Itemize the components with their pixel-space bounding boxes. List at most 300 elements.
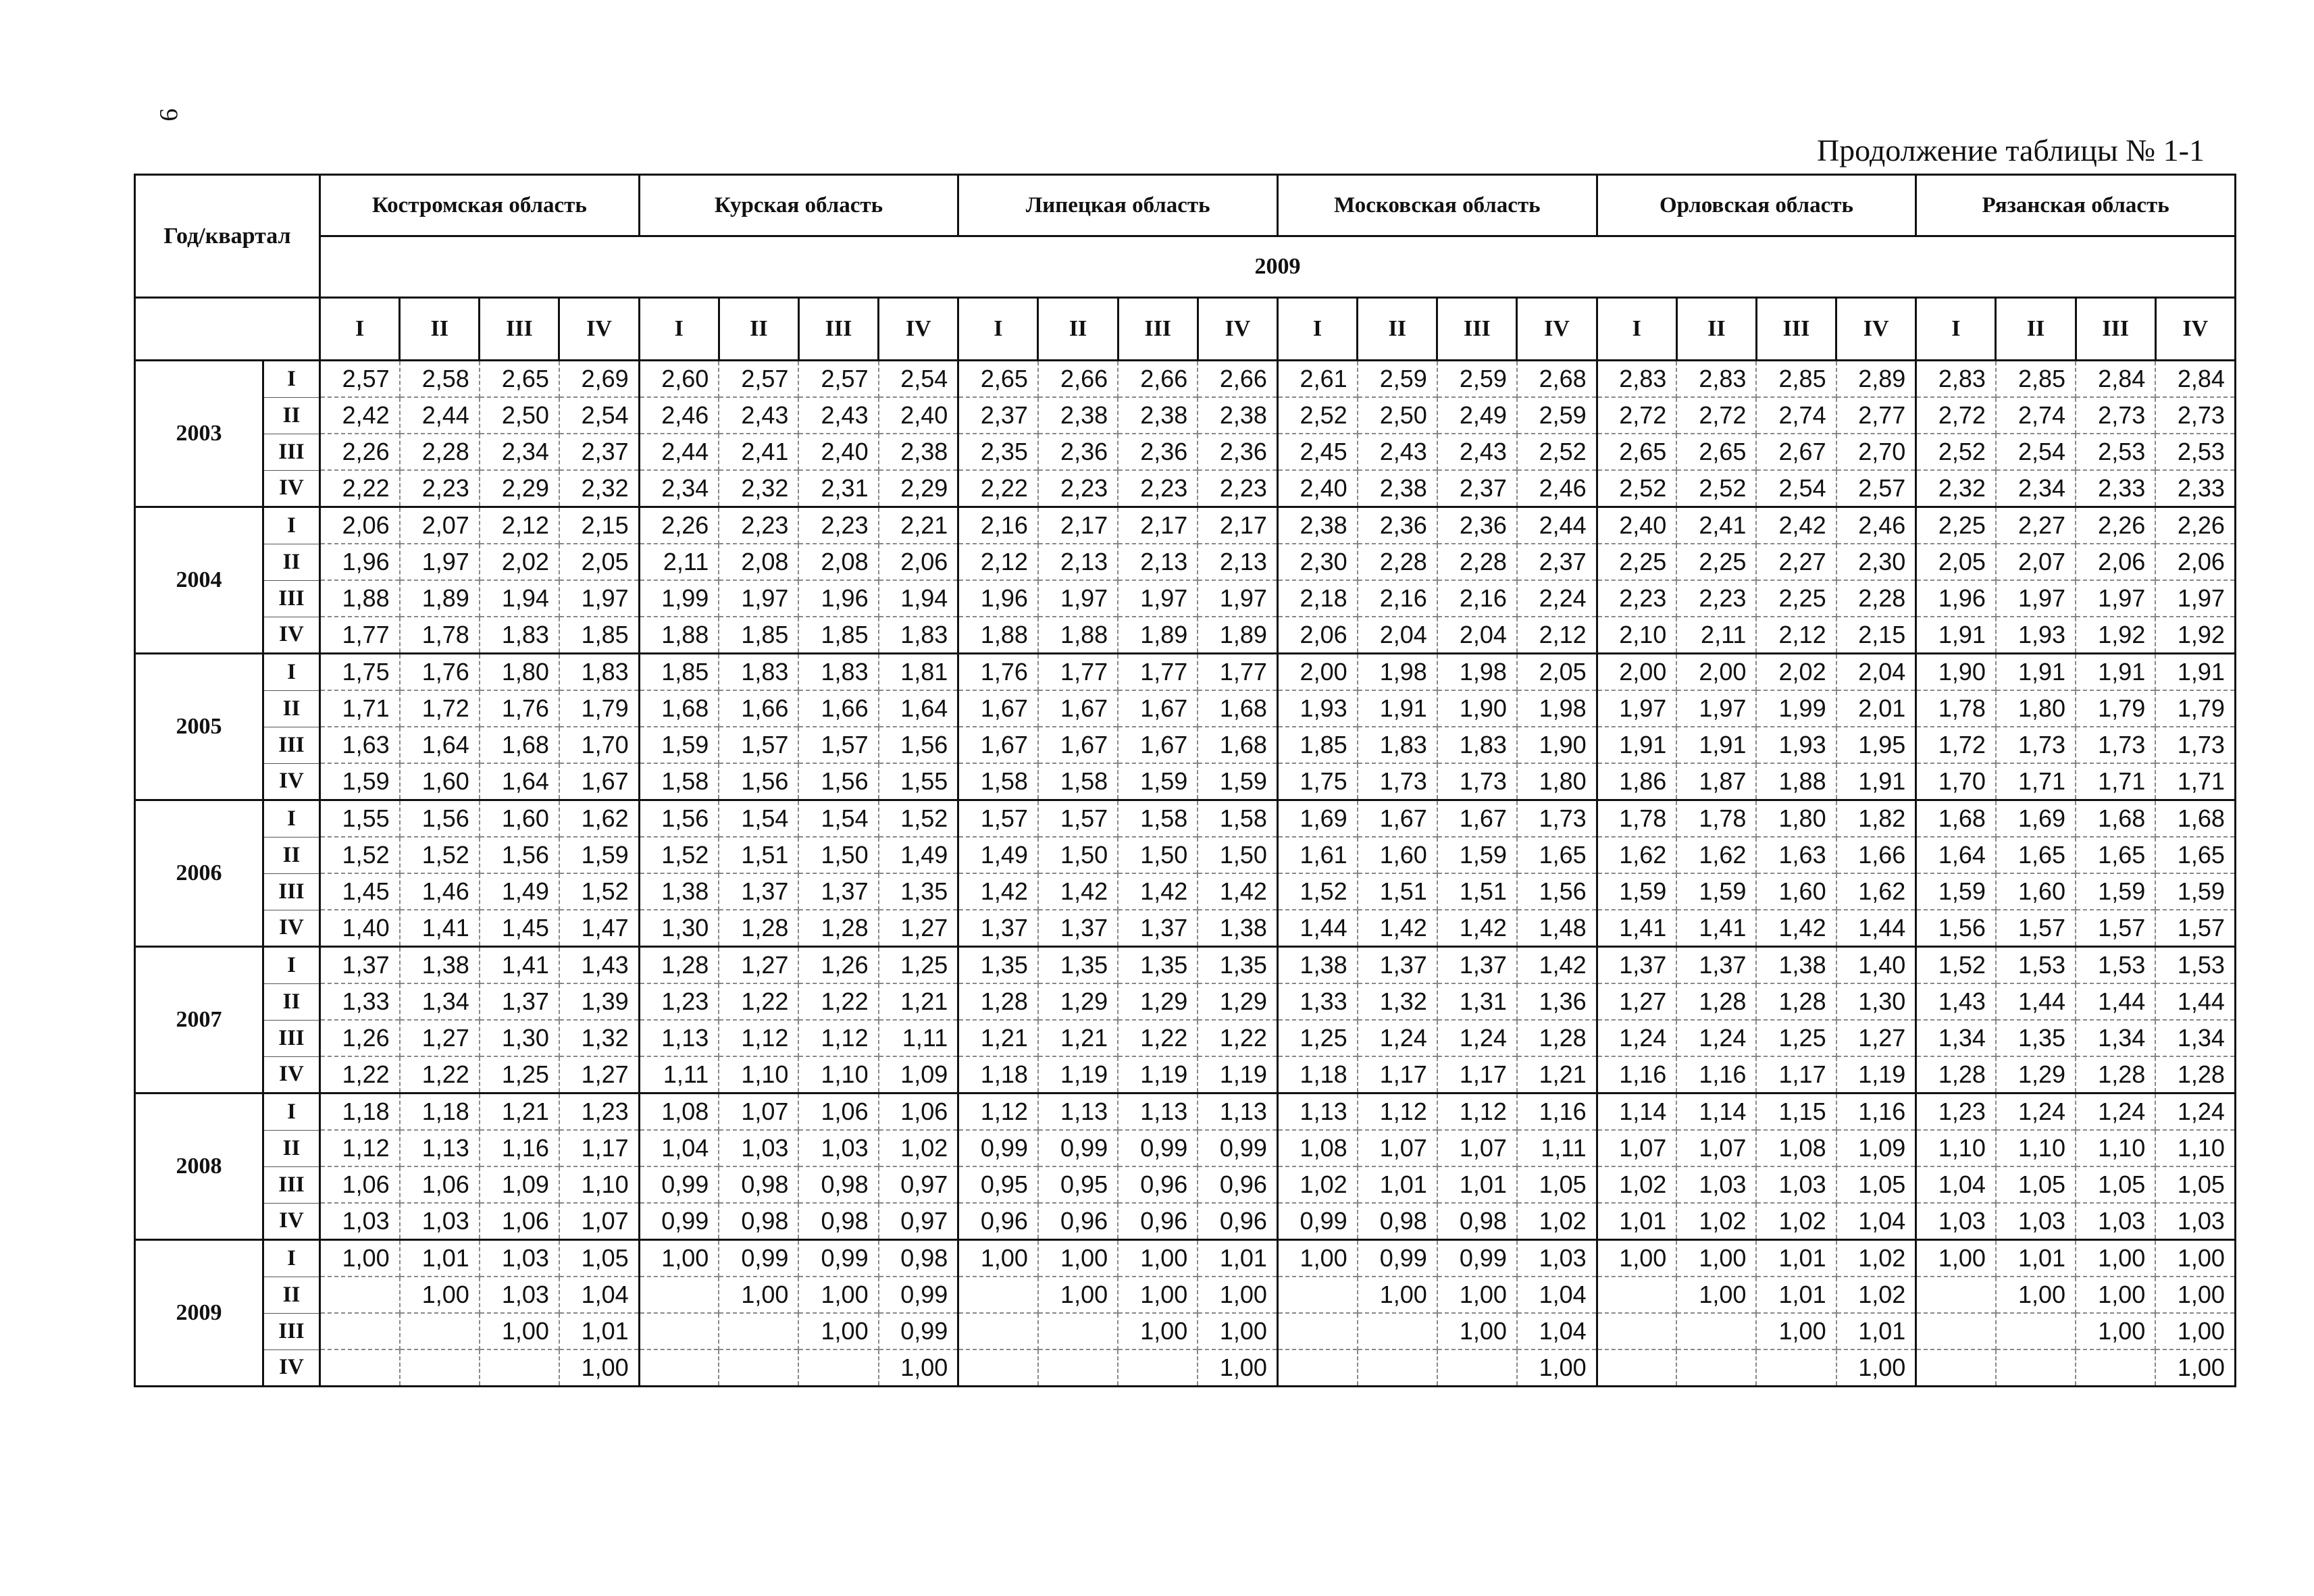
index-value-cell: 1,27: [400, 1020, 480, 1056]
index-value-cell: 2,40: [1277, 470, 1357, 507]
index-value-cell: 1,23: [1916, 1093, 1996, 1131]
index-value-cell: 1,88: [1756, 763, 1836, 800]
index-value-cell: [1756, 1349, 1836, 1387]
index-value-cell: 1,65: [2076, 837, 2155, 873]
index-value-cell: 0,96: [1198, 1203, 1277, 1240]
index-value-cell: 2,13: [1118, 544, 1198, 580]
index-value-cell: 1,69: [1277, 800, 1357, 838]
index-value-cell: 1,03: [798, 1130, 878, 1166]
index-value-cell: 1,03: [719, 1130, 798, 1166]
index-value-cell: 1,38: [639, 873, 719, 910]
index-value-cell: [320, 1349, 400, 1387]
index-value-cell: 1,88: [639, 617, 719, 654]
index-value-cell: 1,83: [1437, 727, 1517, 763]
index-value-cell: 1,42: [958, 873, 1038, 910]
index-value-cell: 2,06: [320, 507, 400, 544]
index-value-cell: 1,80: [1756, 800, 1836, 838]
index-value-cell: 1,59: [1437, 837, 1517, 873]
index-value-cell: [958, 1313, 1038, 1349]
index-value-cell: 1,37: [1118, 910, 1198, 947]
index-value-cell: 2,16: [1437, 580, 1517, 617]
index-value-cell: 2,77: [1836, 397, 1916, 434]
index-value-cell: 0,99: [1437, 1240, 1517, 1277]
index-value-cell: 1,28: [798, 910, 878, 947]
index-value-cell: 2,52: [1277, 397, 1357, 434]
index-value-cell: 1,56: [1517, 873, 1597, 910]
index-value-cell: 1,00: [798, 1277, 878, 1313]
index-value-cell: 1,00: [1437, 1277, 1517, 1313]
index-value-cell: 1,28: [2155, 1056, 2235, 1093]
index-value-cell: 1,34: [400, 983, 480, 1020]
index-value-cell: 2,66: [1198, 361, 1277, 398]
index-value-cell: 1,66: [1836, 837, 1916, 873]
index-value-cell: 2,37: [559, 434, 639, 470]
index-value-cell: 1,21: [1038, 1020, 1118, 1056]
index-value-cell: 1,77: [1038, 654, 1118, 691]
index-value-cell: 1,80: [480, 654, 559, 691]
index-value-cell: 1,29: [1118, 983, 1198, 1020]
index-value-cell: 1,41: [480, 947, 559, 984]
year-label: 2006: [135, 800, 263, 947]
index-value-cell: [1597, 1313, 1676, 1349]
index-value-cell: 1,01: [1597, 1203, 1676, 1240]
index-value-cell: 2,50: [480, 397, 559, 434]
index-value-cell: [719, 1349, 798, 1387]
index-value-cell: 1,41: [1597, 910, 1676, 947]
index-value-cell: 1,52: [639, 837, 719, 873]
index-value-cell: 1,97: [559, 580, 639, 617]
index-value-cell: 0,97: [879, 1166, 958, 1203]
quarter-row-label: II: [263, 1277, 320, 1313]
index-value-cell: 1,21: [480, 1093, 559, 1131]
index-value-cell: 2,15: [1836, 617, 1916, 654]
index-value-cell: 1,05: [1996, 1166, 2076, 1203]
index-value-cell: 1,80: [1996, 690, 2076, 727]
index-value-cell: 1,00: [2155, 1313, 2235, 1349]
index-value-cell: 0,97: [879, 1203, 958, 1240]
index-value-cell: 1,27: [1836, 1020, 1916, 1056]
index-value-cell: 1,26: [320, 1020, 400, 1056]
index-value-cell: 1,67: [958, 690, 1038, 727]
index-value-cell: 1,08: [1756, 1130, 1836, 1166]
index-value-cell: 1,10: [719, 1056, 798, 1093]
index-value-cell: 1,79: [2155, 690, 2235, 727]
index-value-cell: 2,24: [1517, 580, 1597, 617]
index-value-cell: 2,83: [1597, 361, 1676, 398]
index-value-cell: 1,56: [879, 727, 958, 763]
index-value-cell: 1,19: [1836, 1056, 1916, 1093]
index-value-cell: 1,58: [1198, 800, 1277, 838]
index-value-cell: 1,59: [2076, 873, 2155, 910]
index-value-cell: 1,00: [2076, 1313, 2155, 1349]
index-value-cell: 1,07: [1676, 1130, 1756, 1166]
index-value-cell: 1,10: [1916, 1130, 1996, 1166]
index-value-cell: 2,42: [320, 397, 400, 434]
index-value-cell: 1,55: [879, 763, 958, 800]
index-value-cell: 2,31: [798, 470, 878, 507]
index-value-cell: 1,63: [1756, 837, 1836, 873]
quarter-row-label: II: [263, 544, 320, 580]
index-value-cell: 1,97: [1118, 580, 1198, 617]
index-value-cell: 2,11: [639, 544, 719, 580]
index-value-cell: 1,96: [320, 544, 400, 580]
index-value-cell: 1,00: [1756, 1313, 1836, 1349]
index-value-cell: 1,65: [2155, 837, 2235, 873]
index-value-cell: 1,01: [1437, 1166, 1517, 1203]
index-value-cell: 2,66: [1038, 361, 1118, 398]
index-value-cell: 1,09: [480, 1166, 559, 1203]
index-value-cell: 1,04: [559, 1277, 639, 1313]
index-value-cell: 1,17: [1756, 1056, 1836, 1093]
index-value-cell: 1,10: [798, 1056, 878, 1093]
index-value-cell: 0,99: [1277, 1203, 1357, 1240]
index-value-cell: 1,67: [1038, 690, 1118, 727]
index-value-cell: 1,38: [400, 947, 480, 984]
index-value-cell: 2,40: [879, 397, 958, 434]
table-row: [135, 727, 2236, 763]
page-number: 9: [154, 108, 183, 122]
region-header: Липецкая область: [958, 175, 1278, 236]
index-value-cell: 2,34: [480, 434, 559, 470]
index-value-cell: 1,44: [2155, 983, 2235, 1020]
index-value-cell: 1,17: [1358, 1056, 1437, 1093]
index-value-cell: 1,78: [1597, 800, 1676, 838]
index-value-cell: 1,25: [480, 1056, 559, 1093]
index-value-cell: 1,57: [1996, 910, 2076, 947]
index-value-cell: [1277, 1349, 1357, 1387]
index-value-cell: 2,22: [958, 470, 1038, 507]
index-value-cell: 2,06: [1277, 617, 1357, 654]
index-value-cell: 1,37: [958, 910, 1038, 947]
index-value-cell: 1,13: [1198, 1093, 1277, 1131]
index-value-cell: 1,27: [879, 910, 958, 947]
index-value-cell: 1,73: [1437, 763, 1517, 800]
table-row: [135, 1056, 2236, 1093]
index-value-cell: 1,58: [1038, 763, 1118, 800]
index-value-cell: 1,35: [1118, 947, 1198, 984]
index-value-cell: [958, 1277, 1038, 1313]
index-value-cell: 1,13: [639, 1020, 719, 1056]
index-value-cell: 1,77: [1118, 654, 1198, 691]
quarter-column-header: I: [320, 298, 400, 361]
index-value-cell: 2,12: [958, 544, 1038, 580]
index-value-cell: 2,04: [1437, 617, 1517, 654]
index-value-cell: 1,35: [958, 947, 1038, 984]
index-value-cell: 2,61: [1277, 361, 1357, 398]
index-value-cell: 1,24: [2155, 1093, 2235, 1131]
index-value-cell: 1,78: [400, 617, 480, 654]
index-value-cell: 1,68: [480, 727, 559, 763]
index-value-cell: 1,03: [480, 1277, 559, 1313]
index-value-cell: 1,68: [1198, 727, 1277, 763]
index-value-cell: 2,15: [559, 507, 639, 544]
index-value-cell: 1,59: [2155, 873, 2235, 910]
index-value-cell: 1,00: [2155, 1240, 2235, 1277]
index-value-cell: 2,46: [1836, 507, 1916, 544]
index-value-cell: 2,70: [1836, 434, 1916, 470]
index-value-cell: 1,67: [559, 763, 639, 800]
index-value-cell: 2,25: [1676, 544, 1756, 580]
quarter-row-label: I: [263, 947, 320, 984]
index-value-cell: 1,22: [320, 1056, 400, 1093]
index-value-cell: 1,85: [719, 617, 798, 654]
index-value-cell: 1,59: [1676, 873, 1756, 910]
index-value-cell: 1,00: [1118, 1240, 1198, 1277]
index-value-cell: [1277, 1277, 1357, 1313]
table-row: [135, 763, 2236, 800]
index-value-cell: 1,47: [559, 910, 639, 947]
index-value-cell: 2,44: [400, 397, 480, 434]
index-value-cell: 1,57: [2076, 910, 2155, 947]
index-value-cell: 1,04: [1517, 1313, 1597, 1349]
index-value-cell: 1,91: [1358, 690, 1437, 727]
index-value-cell: 2,28: [1437, 544, 1517, 580]
index-value-cell: 2,43: [1437, 434, 1517, 470]
index-value-cell: 2,23: [1118, 470, 1198, 507]
quarter-column-header: IV: [1836, 298, 1916, 361]
index-value-cell: 1,67: [1038, 727, 1118, 763]
index-value-cell: 1,07: [1437, 1130, 1517, 1166]
quarter-column-header: III: [480, 298, 559, 361]
index-value-cell: 1,73: [2076, 727, 2155, 763]
index-value-cell: 2,32: [719, 470, 798, 507]
year-label: 2003: [135, 361, 263, 507]
index-value-cell: 1,62: [559, 800, 639, 838]
index-value-cell: 1,85: [559, 617, 639, 654]
index-value-cell: 2,84: [2155, 361, 2235, 398]
index-value-cell: 1,43: [559, 947, 639, 984]
index-value-cell: 0,98: [798, 1166, 878, 1203]
index-value-cell: 1,89: [400, 580, 480, 617]
index-value-cell: 1,06: [480, 1203, 559, 1240]
index-value-cell: 1,24: [1597, 1020, 1676, 1056]
index-value-cell: 1,98: [1358, 654, 1437, 691]
index-value-cell: 1,00: [719, 1277, 798, 1313]
index-value-cell: 2,16: [958, 507, 1038, 544]
index-value-cell: 1,23: [639, 983, 719, 1020]
quarter-row-label: I: [263, 1240, 320, 1277]
index-value-cell: 1,71: [1996, 763, 2076, 800]
index-value-cell: 1,41: [1676, 910, 1756, 947]
index-value-cell: 1,22: [400, 1056, 480, 1093]
index-value-cell: 2,13: [1038, 544, 1118, 580]
index-value-cell: 1,06: [320, 1166, 400, 1203]
index-value-cell: 1,05: [1836, 1166, 1916, 1203]
index-value-cell: 1,32: [1358, 983, 1437, 1020]
index-value-cell: 1,80: [1517, 763, 1597, 800]
index-value-cell: 1,88: [958, 617, 1038, 654]
table-row: [135, 397, 2236, 434]
index-value-cell: 1,35: [1038, 947, 1118, 984]
index-value-cell: 1,68: [2155, 800, 2235, 838]
index-value-cell: 1,04: [1517, 1277, 1597, 1313]
index-value-cell: 1,58: [639, 763, 719, 800]
index-value-cell: 1,27: [1597, 983, 1676, 1020]
index-value-cell: 1,00: [2155, 1349, 2235, 1387]
table-row: [135, 1020, 2236, 1056]
index-value-cell: 2,02: [480, 544, 559, 580]
index-value-cell: 1,34: [1916, 1020, 1996, 1056]
index-value-cell: 1,37: [1358, 947, 1437, 984]
index-value-cell: 1,91: [1597, 727, 1676, 763]
quarter-column-header: II: [1038, 298, 1118, 361]
index-value-cell: 1,91: [1996, 654, 2076, 691]
index-value-cell: 2,38: [1358, 470, 1437, 507]
index-value-cell: 1,28: [1517, 1020, 1597, 1056]
index-value-cell: [1916, 1277, 1996, 1313]
index-value-cell: 1,88: [320, 580, 400, 617]
index-value-cell: 1,73: [1517, 800, 1597, 838]
index-value-cell: 0,96: [958, 1203, 1038, 1240]
index-value-cell: 1,08: [1277, 1130, 1357, 1166]
index-value-cell: 0,96: [1118, 1203, 1198, 1240]
index-value-cell: 2,27: [1996, 507, 2076, 544]
index-value-cell: 1,71: [2155, 763, 2235, 800]
index-value-cell: 2,29: [480, 470, 559, 507]
index-value-cell: 1,18: [1277, 1056, 1357, 1093]
index-value-cell: 1,83: [719, 654, 798, 691]
region-header: Московская область: [1277, 175, 1597, 236]
table-row: [135, 690, 2236, 727]
index-value-cell: 2,58: [400, 361, 480, 398]
index-value-cell: 2,01: [1836, 690, 1916, 727]
index-value-cell: 2,11: [1676, 617, 1756, 654]
index-value-cell: 1,06: [879, 1093, 958, 1131]
index-value-cell: [480, 1349, 559, 1387]
index-value-cell: 2,25: [1916, 507, 1996, 544]
index-value-cell: 1,11: [639, 1056, 719, 1093]
index-value-cell: 1,12: [719, 1020, 798, 1056]
index-value-cell: 1,53: [2155, 947, 2235, 984]
index-value-cell: 1,00: [1916, 1240, 1996, 1277]
index-value-cell: 2,59: [1358, 361, 1437, 398]
index-value-cell: 1,51: [719, 837, 798, 873]
index-value-cell: 1,91: [1836, 763, 1916, 800]
table-row: [135, 1166, 2236, 1203]
table-row: [135, 361, 2236, 398]
index-value-cell: 1,01: [559, 1313, 639, 1349]
quarter-column-header: IV: [559, 298, 639, 361]
index-value-cell: 1,01: [1756, 1277, 1836, 1313]
year-label: 2009: [135, 1240, 263, 1387]
index-value-cell: 0,99: [639, 1203, 719, 1240]
index-value-cell: [400, 1313, 480, 1349]
index-value-cell: 1,16: [1836, 1093, 1916, 1131]
index-value-cell: 1,43: [1916, 983, 1996, 1020]
index-value-cell: 1,57: [719, 727, 798, 763]
index-value-cell: 1,13: [1038, 1093, 1118, 1131]
quarter-row-label: II: [263, 690, 320, 727]
index-value-cell: 1,52: [879, 800, 958, 838]
index-value-cell: 2,32: [1916, 470, 1996, 507]
index-value-cell: 2,32: [559, 470, 639, 507]
quarter-column-header: I: [1916, 298, 1996, 361]
index-value-cell: 1,96: [958, 580, 1038, 617]
index-value-cell: 0,99: [1038, 1130, 1118, 1166]
index-value-cell: 1,13: [400, 1130, 480, 1166]
index-value-cell: 1,17: [559, 1130, 639, 1166]
index-value-cell: 1,59: [1198, 763, 1277, 800]
index-value-cell: 1,12: [798, 1020, 878, 1056]
index-value-cell: 1,34: [2155, 1020, 2235, 1056]
quarter-column-header: II: [1996, 298, 2076, 361]
index-value-cell: 1,00: [1996, 1277, 2076, 1313]
index-value-cell: 2,54: [1996, 434, 2076, 470]
index-value-cell: 2,73: [2155, 397, 2235, 434]
index-value-cell: 1,05: [1517, 1166, 1597, 1203]
quarter-row-label: II: [263, 1130, 320, 1166]
index-value-cell: [1358, 1349, 1437, 1387]
index-value-cell: 1,57: [2155, 910, 2235, 947]
index-value-cell: 1,45: [480, 910, 559, 947]
quarter-column-header: III: [1437, 298, 1517, 361]
index-value-cell: 2,05: [1916, 544, 1996, 580]
index-value-cell: 2,65: [480, 361, 559, 398]
index-value-cell: 2,23: [798, 507, 878, 544]
index-value-cell: 2,36: [1038, 434, 1118, 470]
index-value-cell: 2,23: [719, 507, 798, 544]
index-value-cell: 2,53: [2076, 434, 2155, 470]
index-value-cell: 2,72: [1916, 397, 1996, 434]
index-value-cell: 1,17: [1437, 1056, 1517, 1093]
index-value-cell: 1,00: [1836, 1349, 1916, 1387]
index-value-cell: 2,41: [719, 434, 798, 470]
index-value-cell: 2,00: [1597, 654, 1676, 691]
index-value-cell: 1,52: [559, 873, 639, 910]
region-header: Рязанская область: [1916, 175, 2236, 236]
quarter-row-label: I: [263, 507, 320, 544]
index-value-cell: 1,35: [879, 873, 958, 910]
index-value-cell: 2,54: [879, 361, 958, 398]
index-value-cell: 2,12: [1517, 617, 1597, 654]
index-value-cell: 1,18: [320, 1093, 400, 1131]
index-value-cell: 2,05: [1517, 654, 1597, 691]
index-value-cell: 1,02: [1836, 1277, 1916, 1313]
quarter-row-label: II: [263, 397, 320, 434]
index-value-cell: 2,26: [2076, 507, 2155, 544]
price-index-table: [134, 174, 2236, 1387]
index-value-cell: 1,50: [1038, 837, 1118, 873]
index-value-cell: 1,76: [958, 654, 1038, 691]
index-value-cell: 2,16: [1358, 580, 1437, 617]
index-value-cell: 1,59: [1597, 873, 1676, 910]
index-value-cell: [1996, 1313, 2076, 1349]
index-value-cell: 2,07: [400, 507, 480, 544]
index-value-cell: 1,28: [1916, 1056, 1996, 1093]
index-value-cell: 1,52: [400, 837, 480, 873]
index-value-cell: 1,00: [480, 1313, 559, 1349]
index-value-cell: 1,00: [1038, 1277, 1118, 1313]
index-value-cell: 1,90: [1437, 690, 1517, 727]
index-value-cell: 1,07: [559, 1203, 639, 1240]
index-value-cell: 1,99: [1756, 690, 1836, 727]
index-value-cell: 1,93: [1996, 617, 2076, 654]
index-value-cell: 1,38: [1198, 910, 1277, 947]
index-value-cell: 2,37: [1517, 544, 1597, 580]
index-value-cell: 1,66: [798, 690, 878, 727]
index-value-cell: 1,18: [400, 1093, 480, 1131]
index-value-cell: 1,03: [2076, 1203, 2155, 1240]
index-value-cell: 1,33: [1277, 983, 1357, 1020]
index-value-cell: 1,89: [1118, 617, 1198, 654]
index-value-cell: 1,66: [719, 690, 798, 727]
index-value-cell: 2,22: [320, 470, 400, 507]
index-value-cell: 1,12: [958, 1093, 1038, 1131]
index-value-cell: 1,79: [2076, 690, 2155, 727]
index-value-cell: 1,59: [559, 837, 639, 873]
index-value-cell: 1,97: [1676, 690, 1756, 727]
index-value-cell: 2,28: [400, 434, 480, 470]
